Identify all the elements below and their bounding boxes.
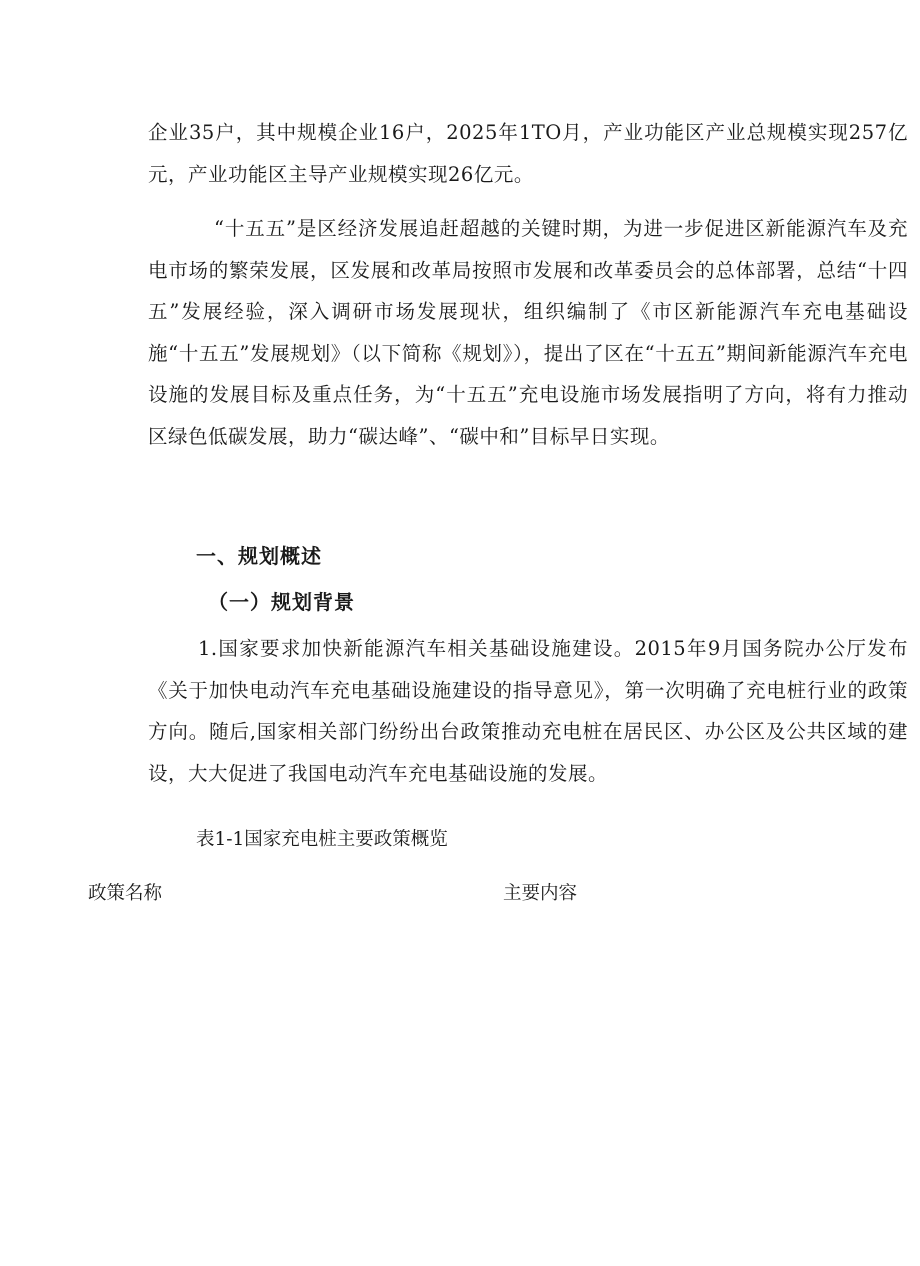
table-caption: 表1-1国家充电桩主要政策概览 — [196, 829, 448, 850]
subsection-heading: （一）规划背景 — [208, 590, 355, 614]
section-heading: 一、规划概述 — [196, 544, 322, 568]
table-header-main-content: 主要内容 — [503, 883, 578, 904]
table-header-policy-name: 政策名称 — [88, 883, 163, 904]
paragraph-national-policy: 1.国家要求加快新能源汽车相关基础设施建设。2015年9月国务院办公厅发布《关于加快电动汽车充电基础设施建设的指导意见》，第一次明确了充电桩行业的政策方向。随后,国家相关部门纷纷出台政策推动充电桩在居民区、办公区及公共区域的建设，大大促进了我国电动汽车充电基础设施的发展。 — [148, 637, 908, 785]
paragraph-intro-end: 企业35户，其中规模企业16户，2025年1TO月，产业功能区产业总规模实现257亿元，产业功能区主导产业规模实现26亿元。 — [148, 121, 908, 186]
paragraph-plan-purpose: “十五五”是区经济发展追赶超越的关键时期，为进一步促进区新能源汽车及充电市场的繁荣发展，区发展和改革局按照市发展和改革委员会的总体部署，总结“十四五”发展经验，深入调研市场发展现状，组织编制了《市区新能源汽车充电基础设施“十五五”发展规划》（以下简称《规划》），提出了区在“十五五”期间新能源汽车充电设施的发展目标及重点任务，为“十五五”充电设施市场发展指明了方向，将有力推动区绿色低碳发展，助力“碳达峰”、“碳中和”目标早日实现。 — [148, 217, 908, 448]
